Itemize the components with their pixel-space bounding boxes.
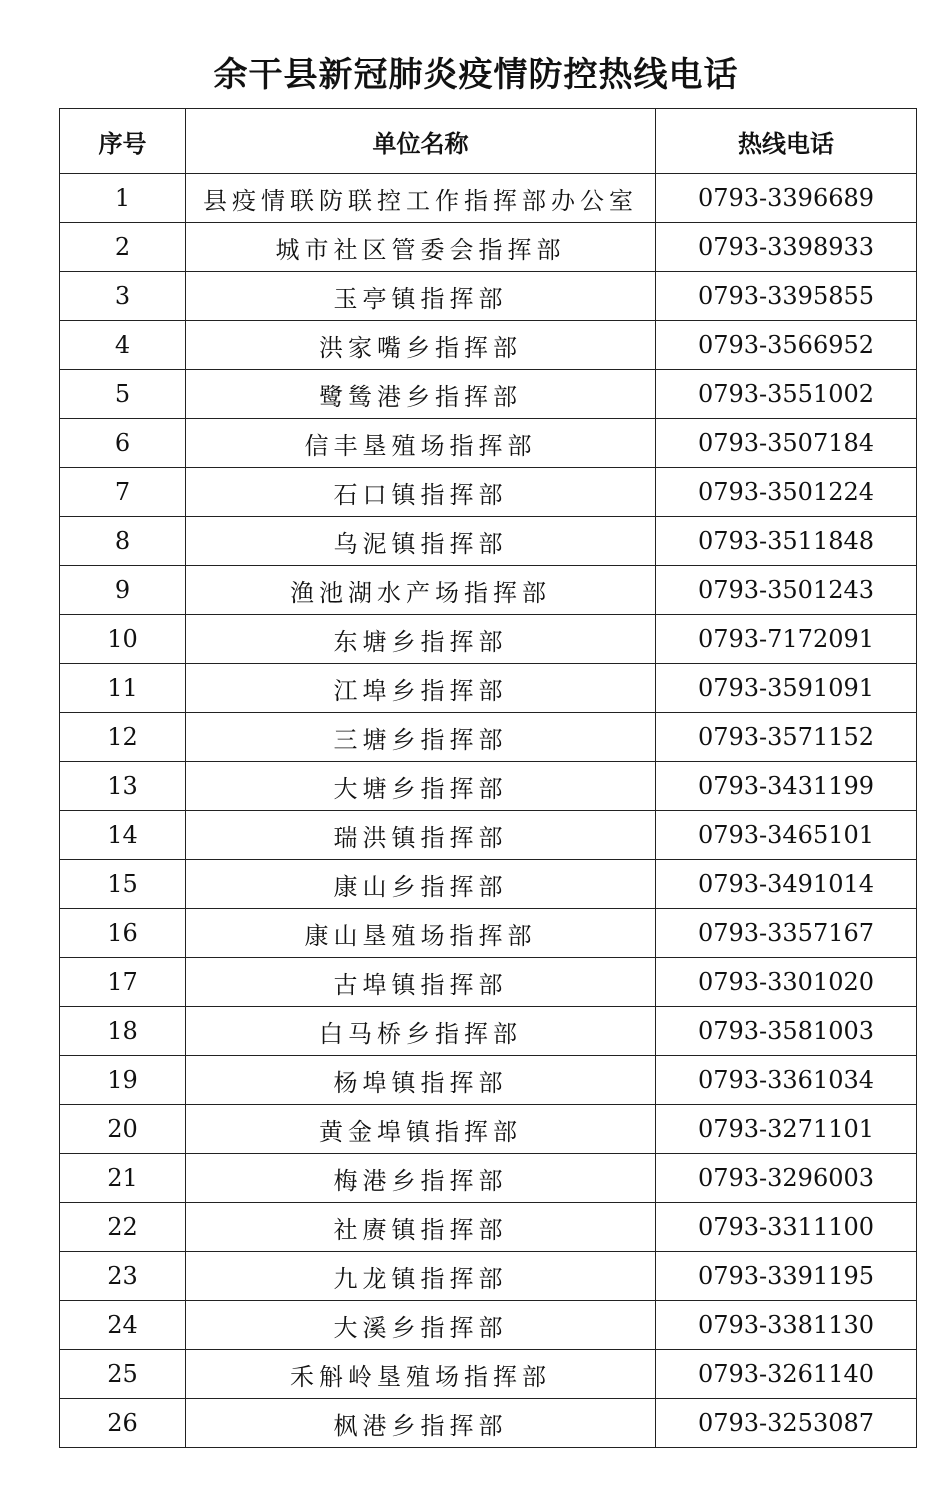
table-row [60,174,917,223]
table-row [60,664,917,713]
row-number: 25 [60,1350,186,1399]
unit-name: 渔池湖水产场指挥部 [186,566,656,615]
table-row [60,615,917,664]
header-phone: 热线电话 [656,109,917,174]
unit-name: 鹭鸶港乡指挥部 [186,370,656,419]
hotline-phone: 0793-3357167 [656,909,917,958]
hotline-phone: 0793-3296003 [656,1154,917,1203]
hotline-phone: 0793-3507184 [656,419,917,468]
table-row [60,1252,917,1301]
table-row [60,272,917,321]
row-number: 8 [60,517,186,566]
hotline-phone: 0793-3271101 [656,1105,917,1154]
unit-name: 禾斛岭垦殖场指挥部 [186,1350,656,1399]
unit-name: 大溪乡指挥部 [186,1301,656,1350]
unit-name: 玉亭镇指挥部 [186,272,656,321]
table-row [60,566,917,615]
table-row [60,762,917,811]
hotline-phone: 0793-3431199 [656,762,917,811]
row-number: 20 [60,1105,186,1154]
table-row [60,517,917,566]
unit-name: 乌泥镇指挥部 [186,517,656,566]
unit-name: 黄金埠镇指挥部 [186,1105,656,1154]
hotline-phone: 0793-3511848 [656,517,917,566]
row-number: 12 [60,713,186,762]
document-title: 余干县新冠肺炎疫情防控热线电话 [213,55,739,95]
hotline-phone: 0793-3253087 [656,1399,917,1448]
table-row [60,419,917,468]
table-row [60,860,917,909]
unit-name: 县疫情联防联控工作指挥部办公室 [186,174,656,223]
table-body [60,174,917,1448]
hotline-phone: 0793-3465101 [656,811,917,860]
hotline-phone: 0793-3591091 [656,664,917,713]
table-row [60,468,917,517]
row-number: 14 [60,811,186,860]
hotline-phone: 0793-3398933 [656,223,917,272]
header-name: 单位名称 [186,109,656,174]
unit-name: 大塘乡指挥部 [186,762,656,811]
hotline-phone: 0793-3581003 [656,1007,917,1056]
unit-name: 信丰垦殖场指挥部 [186,419,656,468]
row-number: 24 [60,1301,186,1350]
table-row [60,1203,917,1252]
unit-name: 九龙镇指挥部 [186,1252,656,1301]
unit-name: 东塘乡指挥部 [186,615,656,664]
row-number: 22 [60,1203,186,1252]
hotline-phone: 0793-3395855 [656,272,917,321]
row-number: 2 [60,223,186,272]
hotline-phone: 0793-3391195 [656,1252,917,1301]
hotline-phone: 0793-3261140 [656,1350,917,1399]
unit-name: 瑞洪镇指挥部 [186,811,656,860]
hotline-phone: 0793-3501224 [656,468,917,517]
row-number: 7 [60,468,186,517]
hotline-phone: 0793-3571152 [656,713,917,762]
unit-name: 康山垦殖场指挥部 [186,909,656,958]
table-row [60,321,917,370]
unit-name: 三塘乡指挥部 [186,713,656,762]
table-row [60,1399,917,1448]
table-row [60,370,917,419]
unit-name: 枫港乡指挥部 [186,1399,656,1448]
row-number: 17 [60,958,186,1007]
hotline-phone: 0793-3361034 [656,1056,917,1105]
hotline-phone: 0793-7172091 [656,615,917,664]
row-number: 10 [60,615,186,664]
row-number: 3 [60,272,186,321]
unit-name: 社赓镇指挥部 [186,1203,656,1252]
table-row [60,1154,917,1203]
row-number: 13 [60,762,186,811]
table-row [60,811,917,860]
unit-name: 江埠乡指挥部 [186,664,656,713]
unit-name: 石口镇指挥部 [186,468,656,517]
row-number: 6 [60,419,186,468]
row-number: 26 [60,1399,186,1448]
hotline-phone: 0793-3566952 [656,321,917,370]
hotline-phone: 0793-3501243 [656,566,917,615]
row-number: 4 [60,321,186,370]
row-number: 5 [60,370,186,419]
row-number: 19 [60,1056,186,1105]
row-number: 23 [60,1252,186,1301]
hotline-phone: 0793-3381130 [656,1301,917,1350]
table-header [60,109,917,174]
unit-name: 杨埠镇指挥部 [186,1056,656,1105]
unit-name: 康山乡指挥部 [186,860,656,909]
table-row [60,958,917,1007]
unit-name: 白马桥乡指挥部 [186,1007,656,1056]
row-number: 16 [60,909,186,958]
row-number: 15 [60,860,186,909]
row-number: 11 [60,664,186,713]
table-row [60,713,917,762]
table-row [60,1350,917,1399]
unit-name: 城市社区管委会指挥部 [186,223,656,272]
hotline-phone: 0793-3311100 [656,1203,917,1252]
hotline-phone: 0793-3396689 [656,174,917,223]
row-number: 9 [60,566,186,615]
row-number: 1 [60,174,186,223]
hotline-table [59,108,917,1448]
table-row [60,1007,917,1056]
unit-name: 梅港乡指挥部 [186,1154,656,1203]
table-row [60,909,917,958]
unit-name: 洪家嘴乡指挥部 [186,321,656,370]
table-row [60,223,917,272]
unit-name: 古埠镇指挥部 [186,958,656,1007]
hotline-phone: 0793-3301020 [656,958,917,1007]
header-row [60,109,917,174]
table-row [60,1301,917,1350]
hotline-phone: 0793-3551002 [656,370,917,419]
row-number: 18 [60,1007,186,1056]
hotline-phone: 0793-3491014 [656,860,917,909]
table-row [60,1056,917,1105]
table-row [60,1105,917,1154]
header-no: 序号 [60,109,186,174]
row-number: 21 [60,1154,186,1203]
